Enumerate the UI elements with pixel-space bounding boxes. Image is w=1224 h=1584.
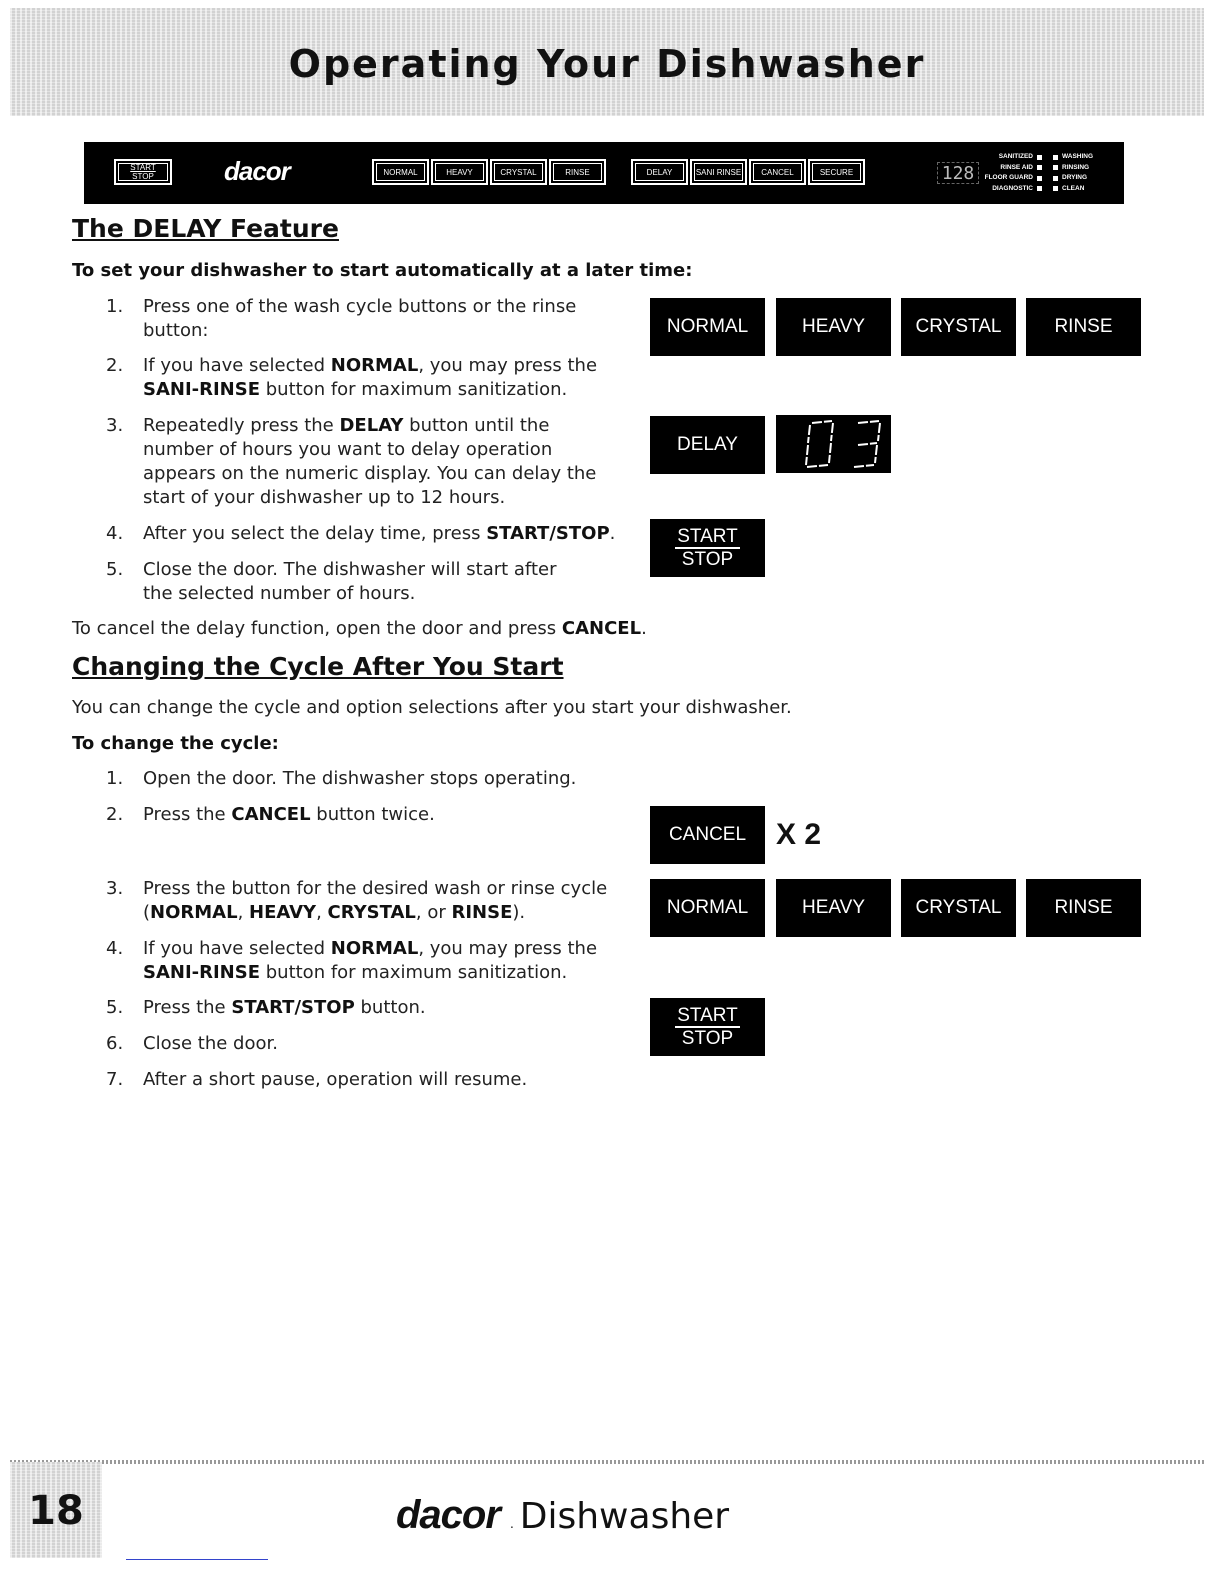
header-banner <box>10 8 1204 116</box>
footer-product-name: Dishwasher <box>519 1496 730 1537</box>
footer-rule <box>10 1460 1204 1464</box>
start-stop-button-image: START STOP <box>650 519 765 577</box>
panel-rinse-button: RINSE <box>549 159 606 185</box>
step-text: If you have selected NORMAL, you may press the SANI-RINSE button for maximum sanitization. <box>143 938 598 983</box>
panel-start-stop-button <box>114 159 172 185</box>
panel-sani-rinse-button: SANI RINSE <box>690 159 747 185</box>
panel-start-label: START <box>130 163 156 172</box>
status-label: CLEAN <box>1062 184 1085 192</box>
list-item <box>106 1068 626 1092</box>
step-text: Press one of the wash cycle buttons or the rinse button: <box>143 296 577 341</box>
step-number: 5. <box>106 997 124 1018</box>
list-item <box>106 803 626 827</box>
step-number: 4. <box>106 523 124 544</box>
normal-button-image: NORMAL <box>650 298 765 356</box>
section-title-delay: The DELAY Feature <box>72 214 339 243</box>
crystal-button-image: CRYSTAL <box>901 879 1016 937</box>
step-number: 4. <box>106 938 124 959</box>
list-item <box>106 767 626 791</box>
panel-status-indicators-left <box>974 152 1046 194</box>
status-label: WASHING <box>1062 153 1094 160</box>
step-text: Close the door. The dishwasher will start after the selected number of hours. <box>143 559 557 604</box>
panel-status-indicators-right <box>1049 152 1093 194</box>
list-item <box>106 996 626 1020</box>
heavy-button-image: HEAVY <box>776 298 891 356</box>
step-number: 1. <box>106 768 124 789</box>
step-number: 2. <box>106 355 124 376</box>
step-number: 3. <box>106 415 124 436</box>
list-item <box>106 414 626 510</box>
step-number: 5. <box>106 559 124 580</box>
cancel-note: To cancel the delay function, open the door and press CANCEL. <box>72 618 647 639</box>
indicator-light-icon <box>1037 155 1042 160</box>
panel-stop-label: STOP <box>132 172 154 181</box>
registered-mark: . <box>509 1517 514 1531</box>
heavy-button-image: HEAVY <box>776 879 891 937</box>
normal-button-image: NORMAL <box>650 879 765 937</box>
indicator-light-icon <box>1037 165 1042 170</box>
status-label: RINSE AID <box>1000 163 1033 171</box>
footer-brand <box>396 1493 729 1538</box>
page-number-box <box>10 1462 102 1558</box>
status-label: DIAGNOSTIC <box>992 184 1033 192</box>
step-text: If you have selected NORMAL, you may press the SANI-RINSE button for maximum sanitization. <box>143 355 598 400</box>
crystal-button-image: CRYSTAL <box>901 298 1016 356</box>
status-label: FLOOR GUARD <box>984 174 1033 181</box>
panel-normal-button: NORMAL <box>372 159 429 185</box>
delay-button-image: DELAY <box>650 416 765 474</box>
list-item <box>106 295 626 343</box>
list-item <box>106 522 626 546</box>
panel-delay-button: DELAY <box>631 159 688 185</box>
status-label: RINSING <box>1062 163 1090 171</box>
step-text: Open the door. The dishwasher stops operating. <box>143 768 577 789</box>
step-number: 1. <box>106 296 124 317</box>
panel-cancel-button: CANCEL <box>749 159 806 185</box>
step-text: Press the CANCEL button twice. <box>143 804 435 825</box>
panel-numeric-display: 128 <box>937 162 979 184</box>
step-text: Repeatedly press the DELAY button until the number of hours you want to delay operation appears on the numeric display. You can delay the start of your dishwasher up to 12 hours. <box>143 415 597 508</box>
start-stop-button-image: START STOP <box>650 998 765 1056</box>
step-text: After a short pause, operation will resume. <box>143 1069 528 1090</box>
step-text: Press the button for the desired wash or rinse cycle (NORMAL, HEAVY, CRYSTAL, or RINSE). <box>143 878 608 923</box>
dacor-logo: dacor <box>396 1493 500 1537</box>
indicator-light-icon <box>1053 176 1058 181</box>
delay-subtitle: To set your dishwasher to start automatically at a later time: <box>72 260 693 281</box>
indicator-light-icon <box>1037 176 1042 181</box>
indicator-light-icon <box>1053 186 1058 191</box>
step-text: Close the door. <box>143 1033 278 1054</box>
indicator-light-icon <box>1053 155 1058 160</box>
rinse-button-image: RINSE <box>1026 298 1141 356</box>
rinse-button-image: RINSE <box>1026 879 1141 937</box>
panel-crystal-button: CRYSTAL <box>490 159 547 185</box>
panel-secure-button: SECURE <box>808 159 865 185</box>
changing-intro: You can change the cycle and option selections after you start your dishwasher. <box>72 697 792 718</box>
list-item <box>106 558 626 606</box>
panel-brand-logo: dacor <box>224 156 290 186</box>
step-number: 6. <box>106 1033 124 1054</box>
cancel-button-image: CANCEL <box>650 806 765 864</box>
seven-segment-digits <box>776 415 891 473</box>
list-item <box>106 937 626 985</box>
step-text: After you select the delay time, press START/STOP. <box>143 523 616 544</box>
list-item <box>106 354 626 402</box>
indicator-light-icon <box>1053 165 1058 170</box>
page-number: 18 <box>28 1488 84 1534</box>
list-item <box>106 1032 626 1056</box>
step-number: 7. <box>106 1069 124 1090</box>
panel-heavy-button: HEAVY <box>431 159 488 185</box>
delay-numeric-display <box>776 415 891 473</box>
status-label: DRYING <box>1062 174 1088 181</box>
step-number: 3. <box>106 878 124 899</box>
step-text: Press the START/STOP button. <box>143 997 426 1018</box>
footer-link-underline <box>126 1559 268 1560</box>
control-panel-illustration <box>84 142 1124 204</box>
page-title: Operating Your Dishwasher <box>288 42 926 86</box>
times-two-label: X 2 <box>776 818 822 851</box>
indicator-light-icon <box>1037 186 1042 191</box>
list-item <box>106 877 626 925</box>
changing-subtitle: To change the cycle: <box>72 733 279 754</box>
section-title-changing-cycle: Changing the Cycle After You Start <box>72 652 564 681</box>
step-number: 2. <box>106 804 124 825</box>
status-label: SANITIZED <box>998 153 1033 160</box>
